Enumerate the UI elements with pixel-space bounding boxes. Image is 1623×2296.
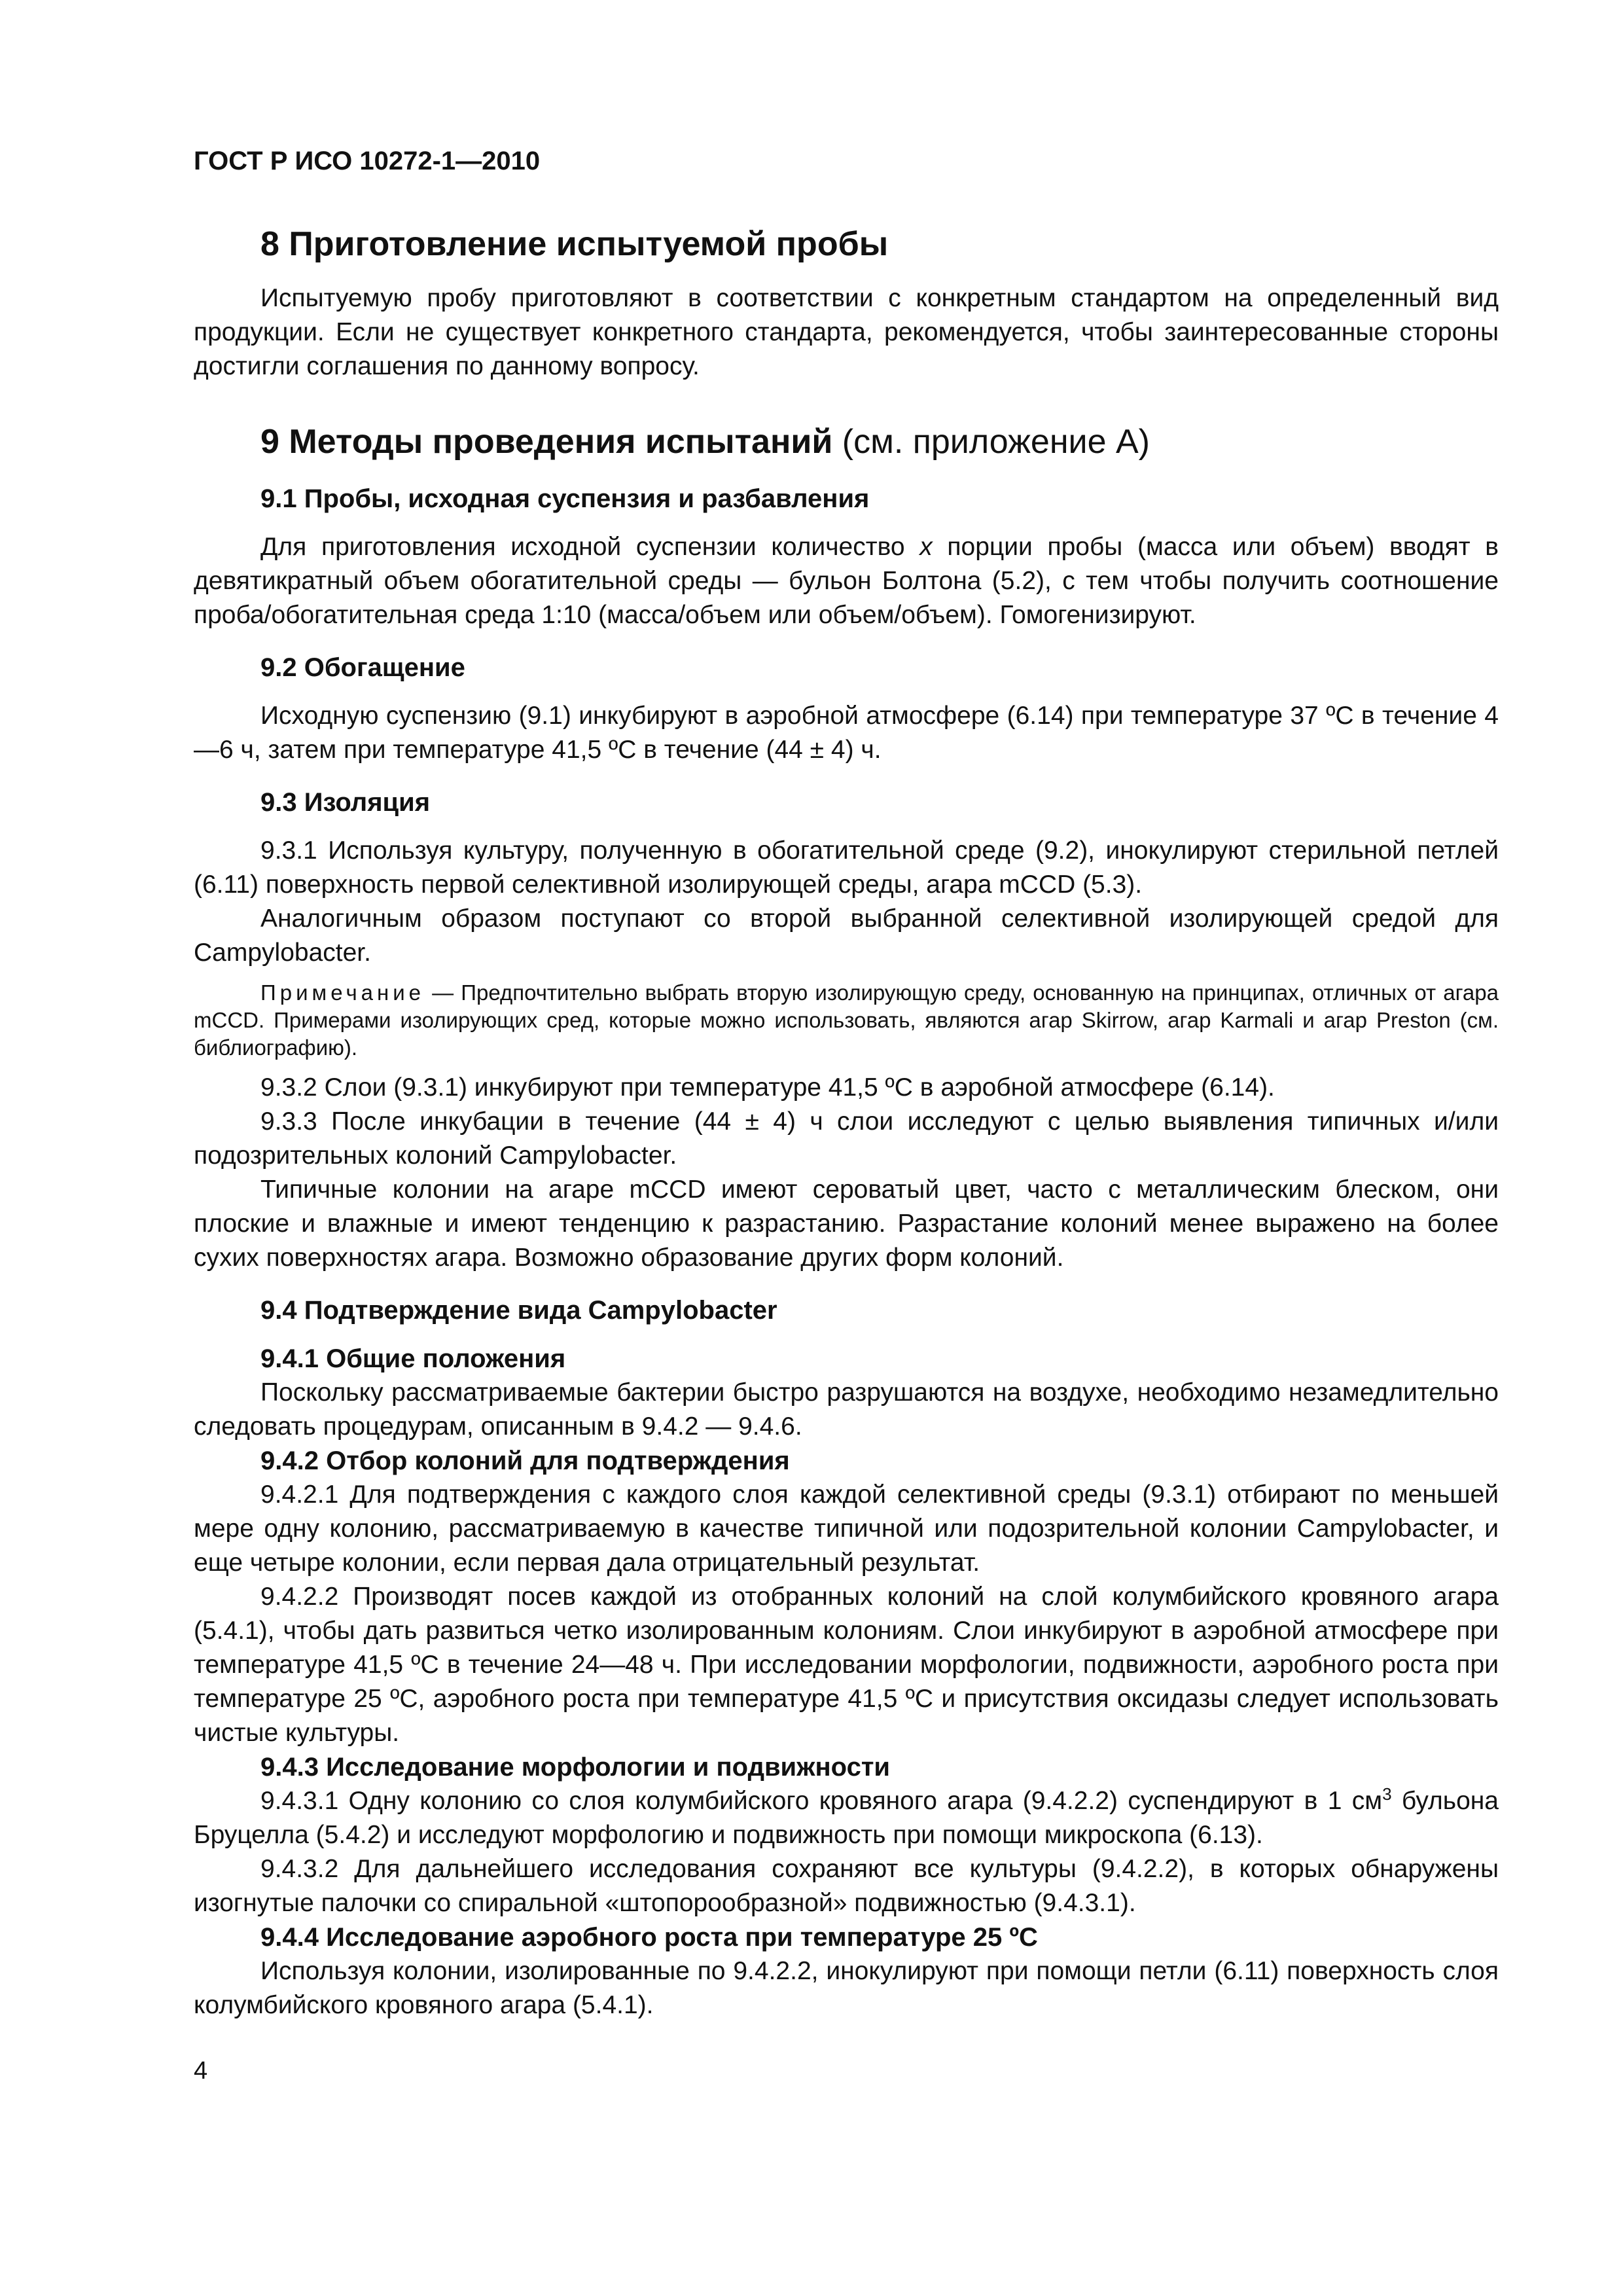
section-9-2-title: 9.2 Обогащение [260, 653, 465, 682]
section-9-3-3-paragraph: 9.3.3 После инкубации в течение (44 ± 4) ч слои исследуют с целью выявления типичных и/или подозрительных колоний Campylobacter. [194, 1107, 1499, 1170]
text-run: порции пробы (масса или объем) вводят в девятикратный объем обогатительной среды — бульон Болтона (5.2), с тем чтобы получить соотношение проба/обогатительная среда 1:10 (масса/объем или объем/объем). Гомогенизируют. [194, 533, 1499, 629]
note-text: — Предпочтительно выбрать вторую изолирующую среду, основанную на принципах, отличных от агара mCCD. Примерами изолирующих сред, которые можно использовать, являются агар Skirrow, агар Karmali и агар Preston (см. библиографию). [194, 980, 1499, 1060]
page-number: 4 [194, 2057, 208, 2085]
section-9-4-2-1-paragraph: 9.4.2.1 Для подтверждения с каждого слоя каждой селективной среды (9.3.1) отбирают по меньшей мере одну колонию, рассматриваемую в качестве типичной или подозрительной колонии Campylobacter, и еще четыре колонии, если первая дала отрицательный результат. [194, 1480, 1499, 1577]
section-9-4-1-paragraph: Поскольку рассматриваемые бактерии быстро разрушаются на воздухе, необходимо незамедлительно следовать процедурам, описанным в 9.4.2 — 9.4.6. [194, 1378, 1499, 1441]
section-9-title-main: 9 Методы проведения испытаний [260, 423, 833, 461]
section-9-3-3-paragraph-2: Типичные колонии на агаре mCCD имеют сероватый цвет, часто с металлическим блеском, они плоские и влажные и имеют тенденцию к разрастанию. Разрастание колоний менее выражено на более сухих поверхностях агара. Возможно образование других форм колоний. [194, 1175, 1499, 1272]
section-9-3-title: 9.3 Изоляция [260, 788, 431, 817]
section-9-4-1-title: 9.4.1 Общие положения [260, 1344, 566, 1373]
section-9-1-title: 9.1 Пробы, исходная суспензия и разбавления [260, 484, 870, 513]
note-paragraph [194, 979, 1499, 1062]
document-body [194, 223, 1499, 2022]
section-9-3-1-paragraph-2: Аналогичным образом поступают со второй выбранной селективной изолирующей средой для Campylobacter. [194, 905, 1499, 967]
text-run: бульона Бруцелла (5.4.2) и исследуют морфологию и подвижность при помощи микроскопа (6.13). [194, 1787, 1499, 1849]
section-9-title [260, 420, 1499, 463]
superscript: 3 [1382, 1784, 1392, 1804]
section-9-4-2-title: 9.4.2 Отбор колоний для подтверждения [260, 1446, 790, 1475]
variable-x: x [919, 533, 933, 561]
section-9-2-paragraph: Исходную суспензию (9.1) инкубируют в аэробной атмосфере (6.14) при температуре 37 ºС в течение 4—6 ч, затем при температуре 41,5 ºС в течение (44 ± 4) ч. [194, 702, 1499, 764]
section-8-title: 8 Приготовление испытуемой пробы [260, 225, 889, 263]
document-header: ГОСТ Р ИСО 10272-1—2010 [194, 147, 541, 175]
section-9-4-title: 9.4 Подтверждение вида Campylobacter [260, 1296, 777, 1325]
section-9-4-3-2-paragraph: 9.4.3.2 Для дальнейшего исследования сохраняют все культуры (9.4.2.2), в которых обнаружены изогнутые палочки со спиральной «штопорообразной» подвижностью (9.4.3.1). [194, 1855, 1499, 1917]
section-9-4-3-title: 9.4.3 Исследование морфологии и подвижности [260, 1753, 890, 1782]
section-9-1-paragraph [194, 530, 1499, 632]
section-9-3-2-paragraph: 9.3.2 Слои (9.3.1) инкубируют при температуре 41,5 ºС в аэробной атмосфере (6.14). [260, 1073, 1275, 1102]
section-8-paragraph: Испытуемую пробу приготовляют в соответствии с конкретным стандартом на определенный вид продукции. Если не существует конкретного стандарта, рекомендуется, чтобы заинтересованные стороны достигли соглашения по данному вопросу. [194, 284, 1499, 380]
section-9-3-1-paragraph: 9.3.1 Используя культуру, полученную в обогатительной среде (9.2), инокулируют стерильной петлей (6.11) поверхность первой селективной изолирующей среды, агара mCCD (5.3). [194, 836, 1499, 899]
text-run: Для приготовления исходной суспензии количество [260, 533, 920, 561]
section-9-4-3-1-paragraph [194, 1784, 1499, 1852]
section-9-4-4-title: 9.4.4 Исследование аэробного роста при температуре 25 ºС [260, 1923, 1038, 1952]
section-9-title-ref: (см. приложение А) [832, 423, 1150, 461]
section-9-4-4-paragraph: Используя колонии, изолированные по 9.4.2.2, инокулируют при помощи петли (6.11) поверхность слоя колумбийского кровяного агара (5.4.1). [194, 1957, 1499, 2019]
text-run: 9.4.3.1 Одну колонию со слоя колумбийского кровяного агара (9.4.2.2) суспендируют в 1 см [260, 1787, 1383, 1815]
note-label: Примечание [260, 980, 425, 1005]
section-9-4-2-2-paragraph: 9.4.2.2 Производят посев каждой из отобранных колоний на слой колумбийского кровяного агара (5.4.1), чтобы дать развиться четко изолированным колониям. Слои инкубируют в аэробной атмосфере при температуре 41,5 ºС в течение 24—48 ч. При исследовании морфологии, подвижности, аэробного роста при температуре 25 ºС, аэробного роста при температуре 41,5 ºС и присутствия оксидазы следует использовать чистые культуры. [194, 1583, 1499, 1747]
